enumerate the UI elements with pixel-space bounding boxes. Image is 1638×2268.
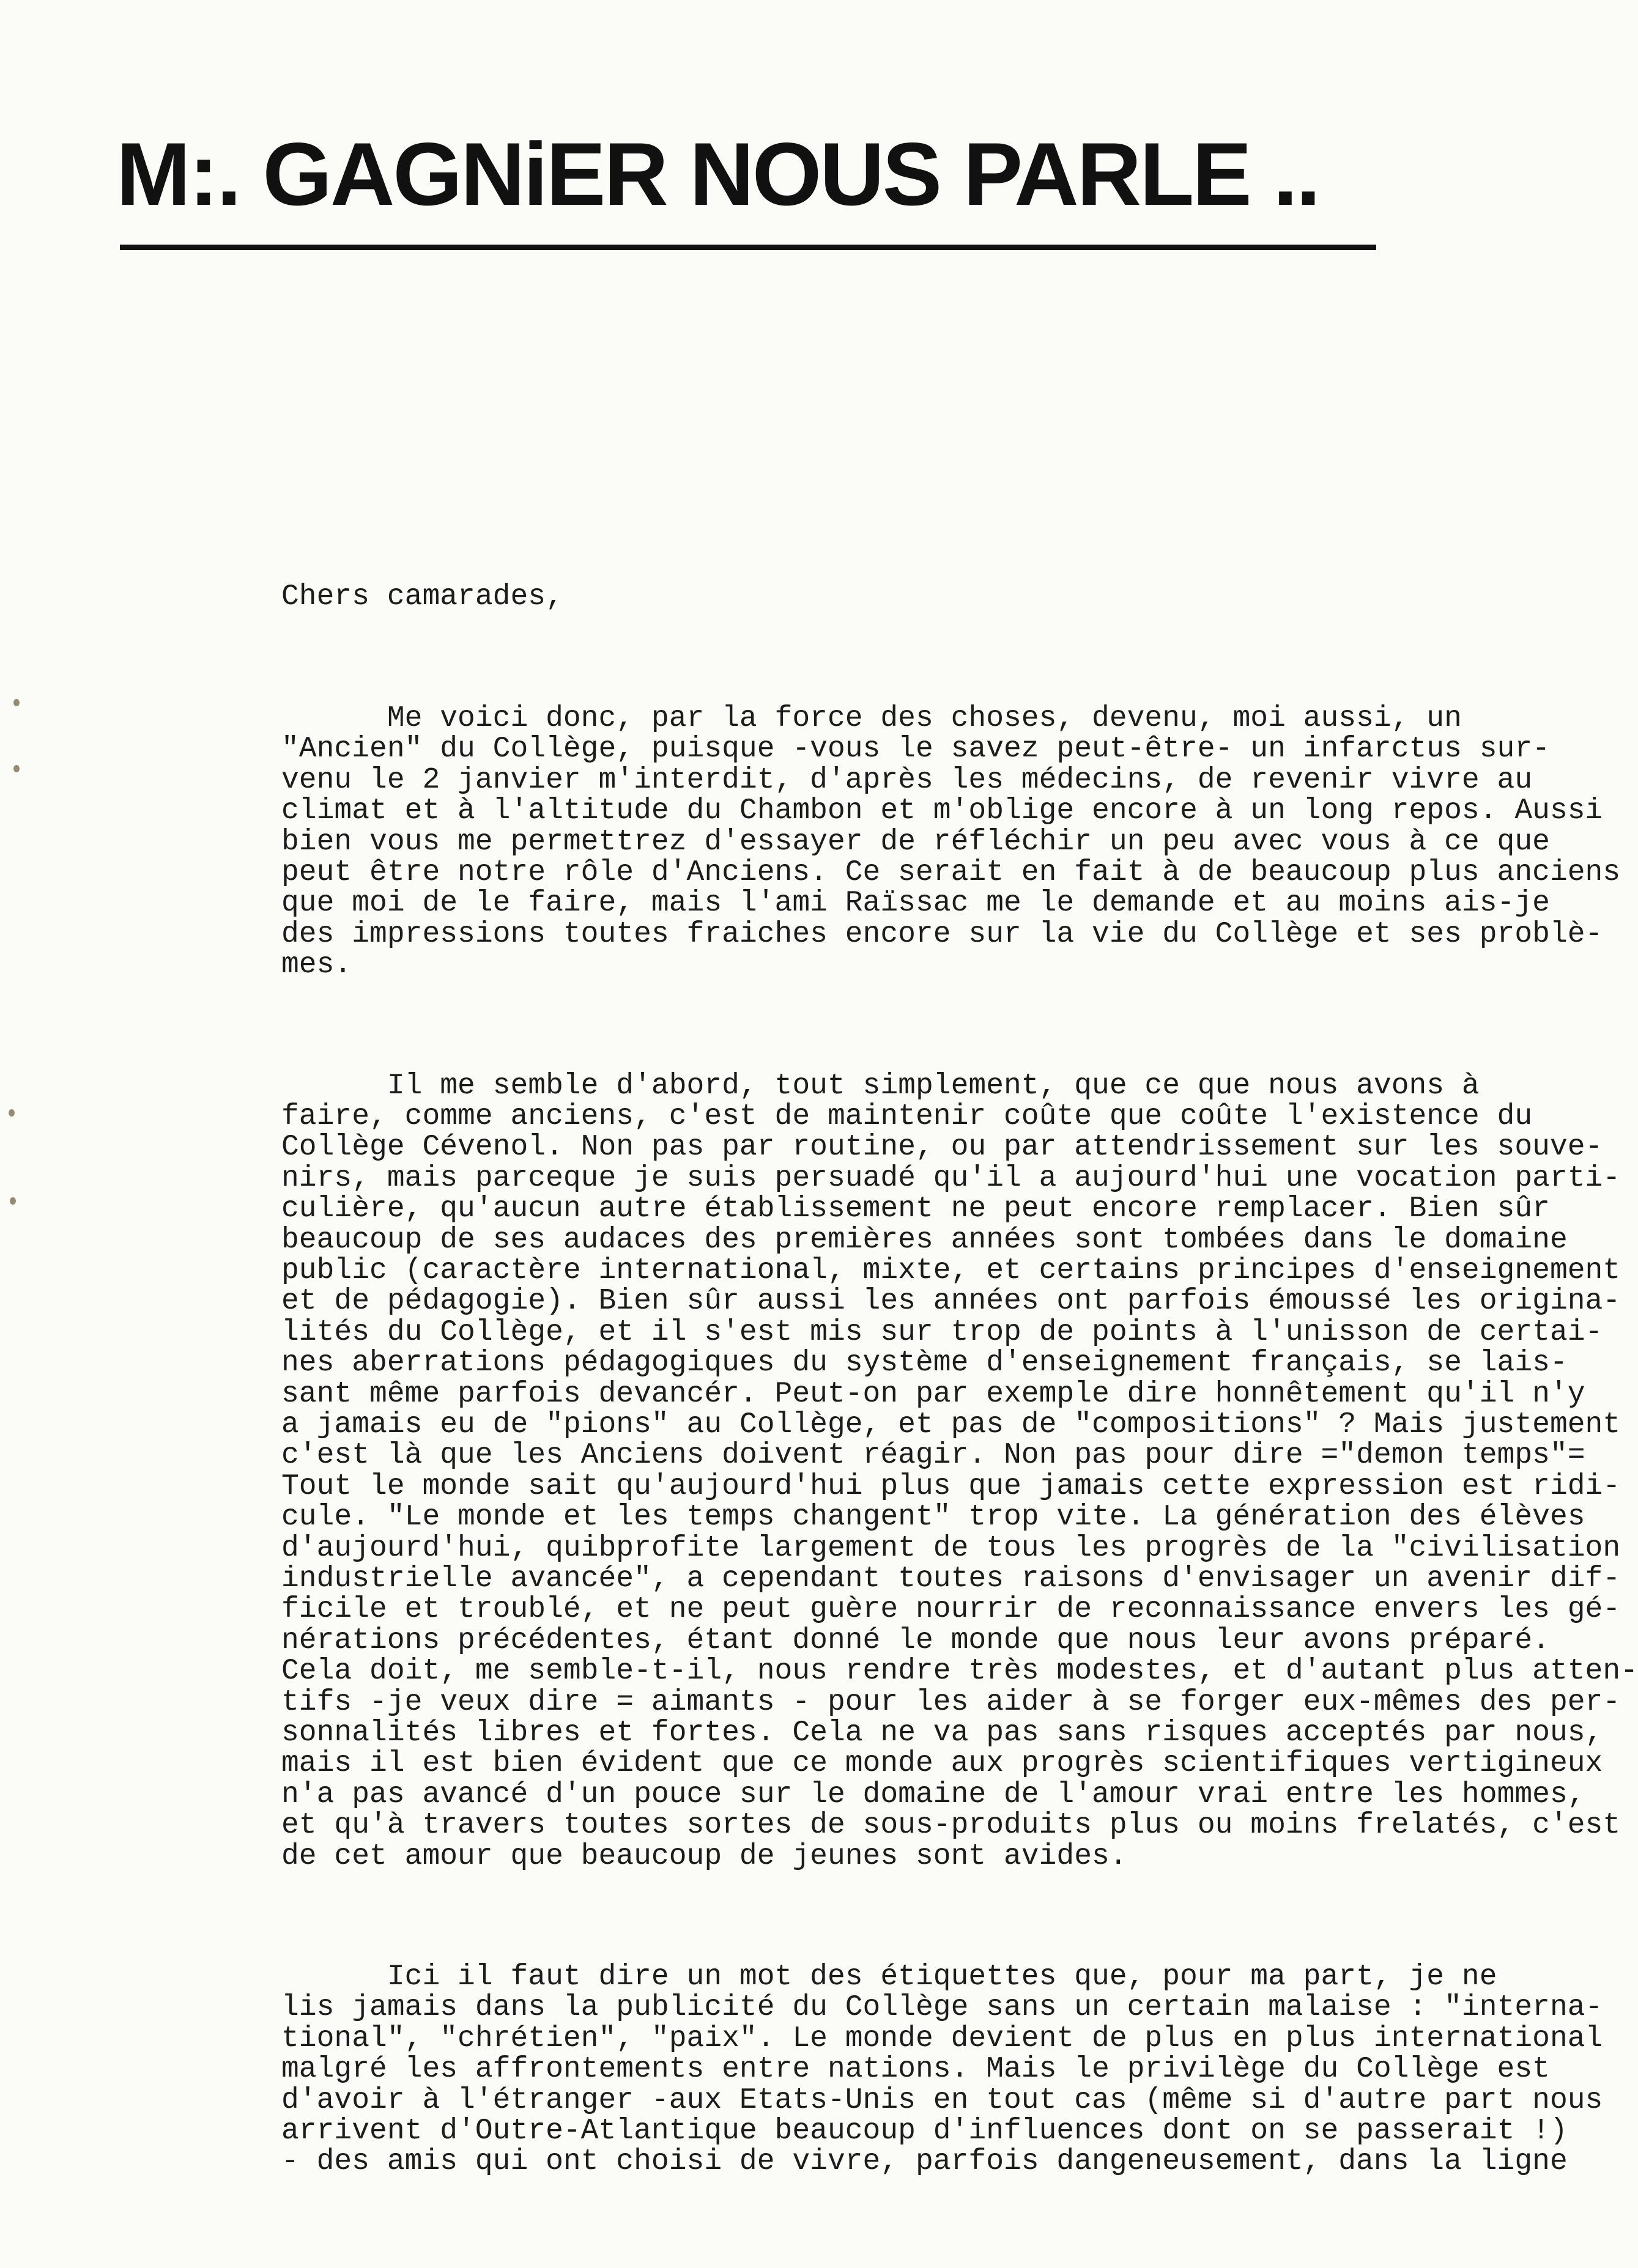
text-line: d'avoir à l'étranger -aux Etats-Unis en tout cas (même si d'autre part nous — [281, 2083, 1603, 2117]
text-line: a jamais eu de "pions" au Collège, et pas de "compositions" ? Mais justement — [281, 1408, 1621, 1441]
text-line: malgré les affrontements entre nations. Mais le privilège du Collège est — [281, 2053, 1550, 2086]
text-line: lités du Collège, et il s'est mis sur trop de points à l'unisson de certai- — [281, 1315, 1603, 1349]
text-line: de cet amour que beaucoup de jeunes sont avides. — [281, 1839, 1127, 1873]
text-line: c'est là que les Anciens doivent réagir. Non pas pour dire ="demon temps"= — [281, 1439, 1585, 1472]
text-line: - des amis qui ont choisi de vivre, parfois dangeneusement, dans la ligne — [281, 2145, 1568, 2179]
text-line: sonnalités libres et fortes. Cela ne va pas sans risques acceptés par nous, — [281, 1716, 1603, 1750]
text-line: mais il est bien évident que ce monde aux progrès scientifiques vertigineux — [281, 1747, 1603, 1781]
text-line: tional", "chrétien", "paix". Le monde devient de plus en plus international — [281, 2022, 1603, 2055]
margin-speck — [13, 765, 20, 772]
text-line: et qu'à travers toutes sortes de sous-produits plus ou moins frelatés, c'est — [281, 1809, 1621, 1842]
text-line: peut être notre rôle d'Anciens. Ce serait en fait à de beaucoup plus anciens — [281, 856, 1621, 890]
text-line: Ici il faut dire un mot des étiquettes que, pour ma part, je ne — [281, 1960, 1497, 1993]
text-line: nérations précédentes, étant donné le monde que nous leur avons préparé. — [281, 1623, 1550, 1657]
paragraph-3 — [281, 1960, 1603, 2179]
text-line: lis jamais dans la publicité du Collège sans un certain malaise : "interna- — [281, 1991, 1603, 2025]
letter-body — [281, 520, 1638, 2267]
margin-speck — [13, 699, 20, 706]
text-line: bien vous me permettrez d'essayer de réfléchir un peu avec vous à ce que — [281, 825, 1550, 859]
text-line: Me voici donc, par la force des choses, devenu, moi aussi, un — [281, 702, 1462, 736]
text-line: tifs -je veux dire = aimants - pour les aider à se forger eux-mêmes des per- — [281, 1685, 1621, 1719]
text-line: mes. — [281, 948, 352, 982]
text-line: n'a pas avancé d'un pouce sur le domaine de l'amour vrai entre les hommes, — [281, 1778, 1585, 1811]
margin-speck — [9, 1109, 15, 1117]
text-line: "Ancien" du Collège, puisque -vous le savez peut-être- un infarctus sur- — [281, 733, 1550, 766]
text-line: d'aujourd'hui, quibprofite largement de tous les progrès de la "civilisation — [281, 1531, 1621, 1565]
paragraph-1 — [281, 702, 1621, 982]
text-line: ficile et troublé, et ne peut guère nourrir de reconnaissance envers les gé- — [281, 1593, 1621, 1627]
salutation: Chers camarades, — [281, 580, 563, 613]
text-line: sant même parfois devancér. Peut-on par exemple dire honnêtement qu'il n'y — [281, 1377, 1585, 1411]
text-line: nes aberrations pédagogiques du système d'enseignement français, se lais- — [281, 1346, 1568, 1380]
text-line: climat et à l'altitude du Chambon et m'oblige encore à un long repos. Aussi — [281, 794, 1603, 828]
title-underline — [120, 245, 1376, 250]
text-line: beaucoup de ses audaces des premières années sont tombées dans le domaine — [281, 1223, 1568, 1257]
text-line: que moi de le faire, mais l'ami Raïssac me le demande et au moins ais-je — [281, 887, 1550, 920]
text-line: arrivent d'Outre-Atlantique beaucoup d'influences dont on se passerait !) — [281, 2114, 1568, 2148]
text-line: venu le 2 janvier m'interdit, d'après les médecins, de revenir vivre au — [281, 763, 1533, 797]
paragraph-2 — [281, 1069, 1638, 1873]
text-line: Cela doit, me semble-t-il, nous rendre très modestes, et d'autant plus atten- — [281, 1655, 1638, 1688]
text-line: public (caractère international, mixte, et certains principes d'enseignement — [281, 1254, 1621, 1287]
text-line: culière, qu'aucun autre établissement ne peut encore remplacer. Bien sûr — [281, 1192, 1550, 1226]
text-line: faire, comme anciens, c'est de maintenir coûte que coûte l'existence du — [281, 1099, 1533, 1133]
text-line: cule. "Le monde et les temps changent" trop vite. La génération des élèves — [281, 1501, 1585, 1534]
page-title: M:. GAGNiER NOUS PARLE .. — [116, 124, 1319, 224]
text-line: et de pédagogie). Bien sûr aussi les années ont parfois émoussé les origina- — [281, 1285, 1621, 1318]
text-line: Il me semble d'abord, tout simplement, que ce que nous avons à — [281, 1069, 1480, 1103]
text-line: des impressions toutes fraiches encore sur la vie du Collège et ses problè- — [281, 917, 1603, 951]
text-line: Tout le monde sait qu'aujourd'hui plus que jamais cette expression est ridi- — [281, 1469, 1621, 1503]
text-line: industrielle avancée", a cependant toutes raisons d'envisager un avenir dif- — [281, 1562, 1621, 1595]
margin-speck — [10, 1197, 16, 1205]
text-line: nirs, mais parceque je suis persuadé qu'il a aujourd'hui une vocation parti- — [281, 1161, 1621, 1195]
text-line: Collège Cévenol. Non pas par routine, ou par attendrissement sur les souve- — [281, 1131, 1603, 1164]
